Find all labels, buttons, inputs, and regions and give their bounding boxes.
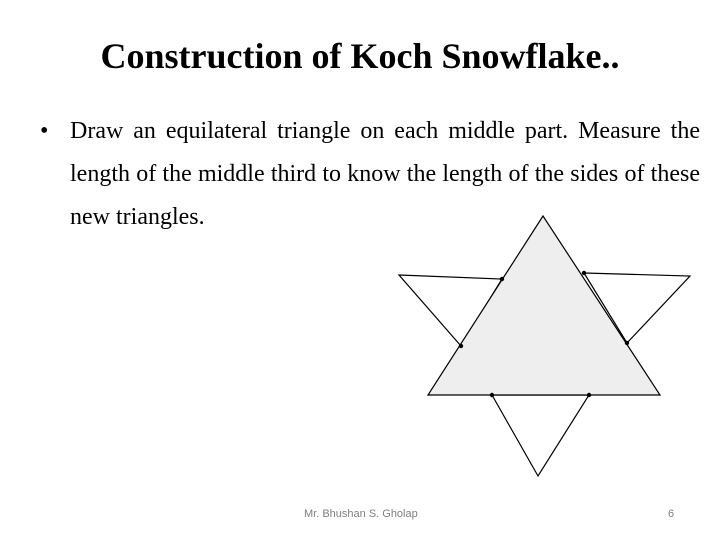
- main-triangle: [428, 216, 660, 395]
- division-point: [582, 271, 586, 275]
- bullet-text: Draw an equilateral triangle on each middle part. Measure the length of the middle third to know the length of the sides of these new triangles.: [70, 118, 700, 230]
- division-point: [500, 277, 504, 281]
- footer-author: Mr. Bhushan S. Gholap: [304, 508, 418, 520]
- right-new-triangle: [584, 273, 690, 343]
- page-number: 6: [668, 508, 675, 520]
- division-point: [625, 341, 629, 345]
- left-new-triangle: [399, 275, 502, 346]
- division-point: [490, 393, 494, 397]
- bottom-new-triangle: [492, 395, 589, 476]
- slide-title: Construction of Koch Snowflake..: [100, 36, 620, 76]
- bullet-marker: •: [40, 118, 49, 144]
- division-point: [459, 344, 463, 348]
- division-point: [587, 393, 591, 397]
